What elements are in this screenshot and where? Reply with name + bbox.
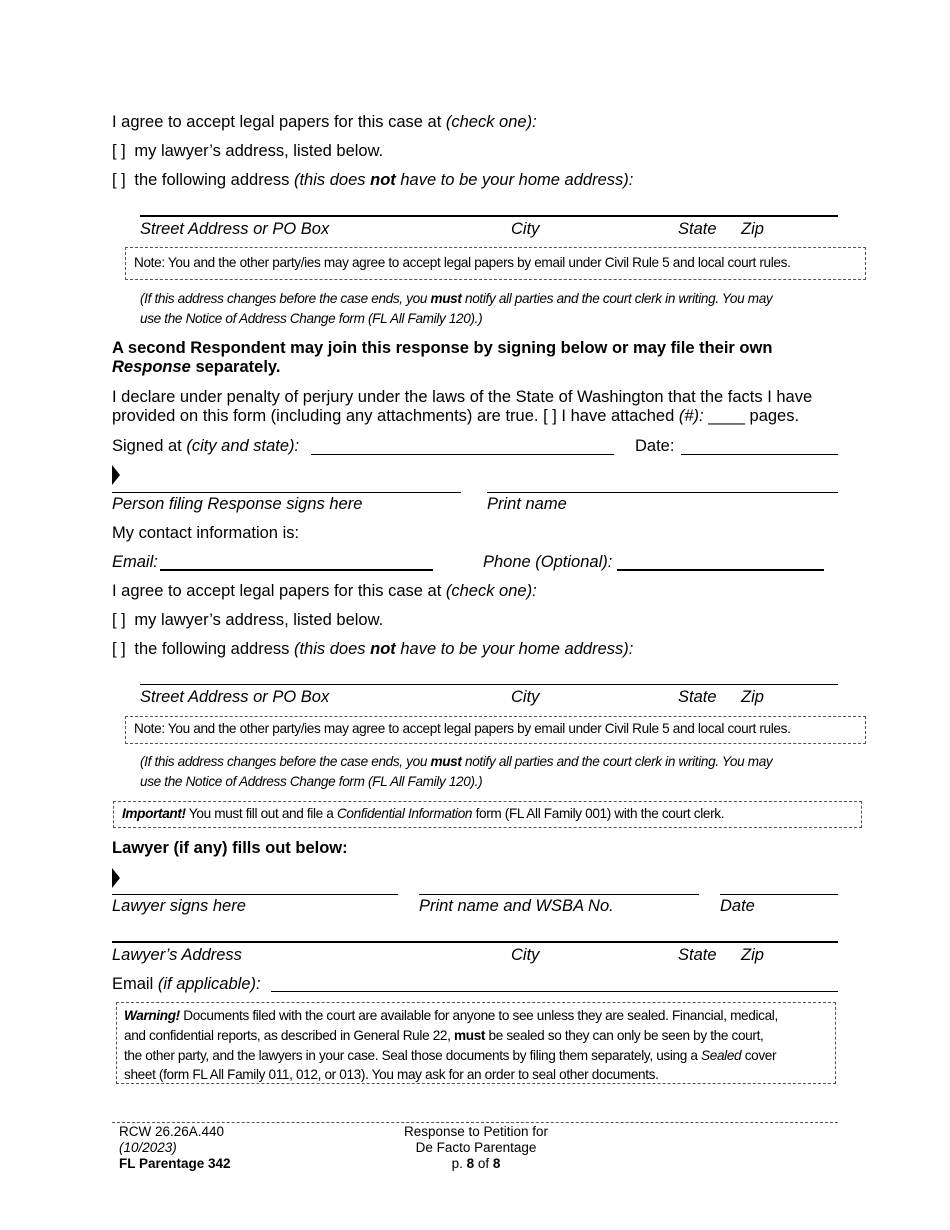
email-note-box-2 (125, 716, 866, 744)
option-following-address-1[interactable]: [ ] the following address (this does not have to be your home address): (112, 171, 634, 189)
important-note: Important! You must fill out and file a Confidential Information form (FL All Family 001) with the court clerk. (122, 806, 725, 821)
zip-label-1: Zip (741, 220, 764, 238)
phone-label: Phone (Optional): (483, 553, 613, 571)
state-label-1: State (678, 220, 717, 238)
lawyer-heading: Lawyer (if any) fills out below: (112, 839, 348, 857)
signed-at-field[interactable] (311, 454, 614, 455)
sign-here-arrow-icon (112, 465, 120, 485)
warning-line4: sheet (form FL All Family 011, 012, or 013). You may ask for an order to seal other documents. (124, 1067, 659, 1082)
checkbox-lawyer-address-1[interactable]: [ ] (112, 142, 126, 160)
lawyer-city-label: City (511, 946, 540, 964)
agree-line-1: I agree to accept legal papers for this case at (check one): (112, 113, 537, 131)
street-label-1: Street Address or PO Box (140, 220, 330, 238)
signed-at-label: Signed at (city and state): (112, 437, 300, 455)
address-line-2[interactable] (140, 684, 838, 685)
date-label: Date: (635, 437, 675, 455)
footer-divider (112, 1122, 838, 1123)
warning-box (116, 1002, 836, 1084)
warning-line1: Warning! Documents filed with the court are available for anyone to see unless they are sealed. Financial, medical, (124, 1008, 778, 1023)
address-line-1[interactable] (140, 215, 838, 217)
email-note-1: Note: You and the other party/ies may agree to accept legal papers by email under Civil Rule 5 and local court rules. (134, 255, 791, 270)
option-following-address-2[interactable]: [ ] the following address (this does not have to be your home address): (112, 640, 634, 658)
lawyer-email-label: Email (if applicable): (112, 975, 261, 993)
important-box (113, 801, 862, 828)
lawyer-address-label: Lawyer’s Address (112, 946, 242, 964)
lawyer-sign-arrow-icon (112, 868, 120, 888)
footer-center (376, 1124, 576, 1172)
declaration-line2: provided on this form (including any attachments) are true. [ ] I have attached (#): ____ pages. (112, 407, 800, 425)
state-label-2: State (678, 688, 717, 706)
checkbox-following-address-2[interactable]: [ ] (112, 640, 126, 658)
address-change-note-2b: use the Notice of Address Change form (FL All Family 120).) (140, 774, 483, 789)
lawyer-email-field[interactable] (271, 991, 838, 992)
city-label-1: City (511, 220, 540, 238)
attachments-checkbox[interactable]: [ ] (543, 407, 557, 425)
contact-info-label: My contact information is: (112, 524, 300, 542)
option-lawyer-address-2[interactable]: [ ] my lawyer’s address, listed below. (112, 611, 384, 629)
person-signature-field[interactable] (112, 492, 461, 493)
lawyer-print-name-field[interactable] (419, 894, 699, 895)
print-name-field[interactable] (487, 492, 838, 493)
footer-page: p. 8 of 8 (451, 1156, 501, 1171)
lawyer-date-label: Date (720, 897, 755, 915)
email-label: Email: (112, 553, 158, 571)
address-change-note-1b: use the Notice of Address Change form (FL All Family 120).) (140, 311, 483, 326)
agree-line-2: I agree to accept legal papers for this case at (check one): (112, 582, 537, 600)
print-name-label: Print name (487, 495, 567, 513)
address-change-note-2: (If this address changes before the case ends, you must notify all parties and the court clerk in writing. You may (140, 754, 773, 769)
footer-title1: Response to Petition for (403, 1124, 549, 1139)
email-field[interactable] (160, 569, 433, 571)
checkbox-lawyer-address-2[interactable]: [ ] (112, 611, 126, 629)
lawyer-print-name-label: Print name and WSBA No. (419, 897, 614, 915)
zip-label-2: Zip (741, 688, 764, 706)
date-field[interactable] (681, 454, 838, 455)
phone-field[interactable] (617, 569, 824, 571)
second-respondent-line1: A second Respondent may join this response by signing below or may file their own (112, 339, 773, 357)
declaration-line1: I declare under penalty of perjury under the laws of the State of Washington that the facts I have (112, 388, 813, 406)
checkbox-following-address-1[interactable]: [ ] (112, 171, 126, 189)
second-respondent-line2: Response separately. (112, 358, 281, 376)
email-note-box-1 (125, 247, 866, 280)
lawyer-address-field[interactable] (112, 941, 838, 943)
pages-count-field[interactable]: ____ (708, 407, 745, 425)
lawyer-signs-label: Lawyer signs here (112, 897, 246, 915)
lawyer-date-field[interactable] (720, 894, 838, 895)
footer-title2: De Facto Parentage (415, 1140, 537, 1155)
lawyer-zip-label: Zip (741, 946, 764, 964)
footer-left (119, 1124, 231, 1172)
lawyer-state-label: State (678, 946, 717, 964)
lawyer-signature-field[interactable] (112, 894, 398, 895)
address-change-note-1: (If this address changes before the case ends, you must notify all parties and the court clerk in writing. You may (140, 291, 773, 306)
person-signs-label: Person filing Response signs here (112, 495, 363, 513)
footer-rcw: RCW 26.26A.440 (119, 1124, 225, 1139)
warning-line3: the other party, and the lawyers in your case. Seal those documents by filing them separately, using a Sealed cover (124, 1048, 777, 1063)
email-note-2: Note: You and the other party/ies may agree to accept legal papers by email under Civil Rule 5 and local court rules. (134, 721, 791, 736)
option-lawyer-address-1[interactable]: [ ] my lawyer’s address, listed below. (112, 142, 384, 160)
footer-form: FL Parentage 342 (119, 1156, 231, 1171)
street-label-2: Street Address or PO Box (140, 688, 330, 706)
footer-date: (10/2023) (119, 1140, 177, 1155)
warning-line2: and confidential reports, as described in General Rule 22, must be sealed so they can only be seen by the court, (124, 1028, 764, 1043)
city-label-2: City (511, 688, 540, 706)
